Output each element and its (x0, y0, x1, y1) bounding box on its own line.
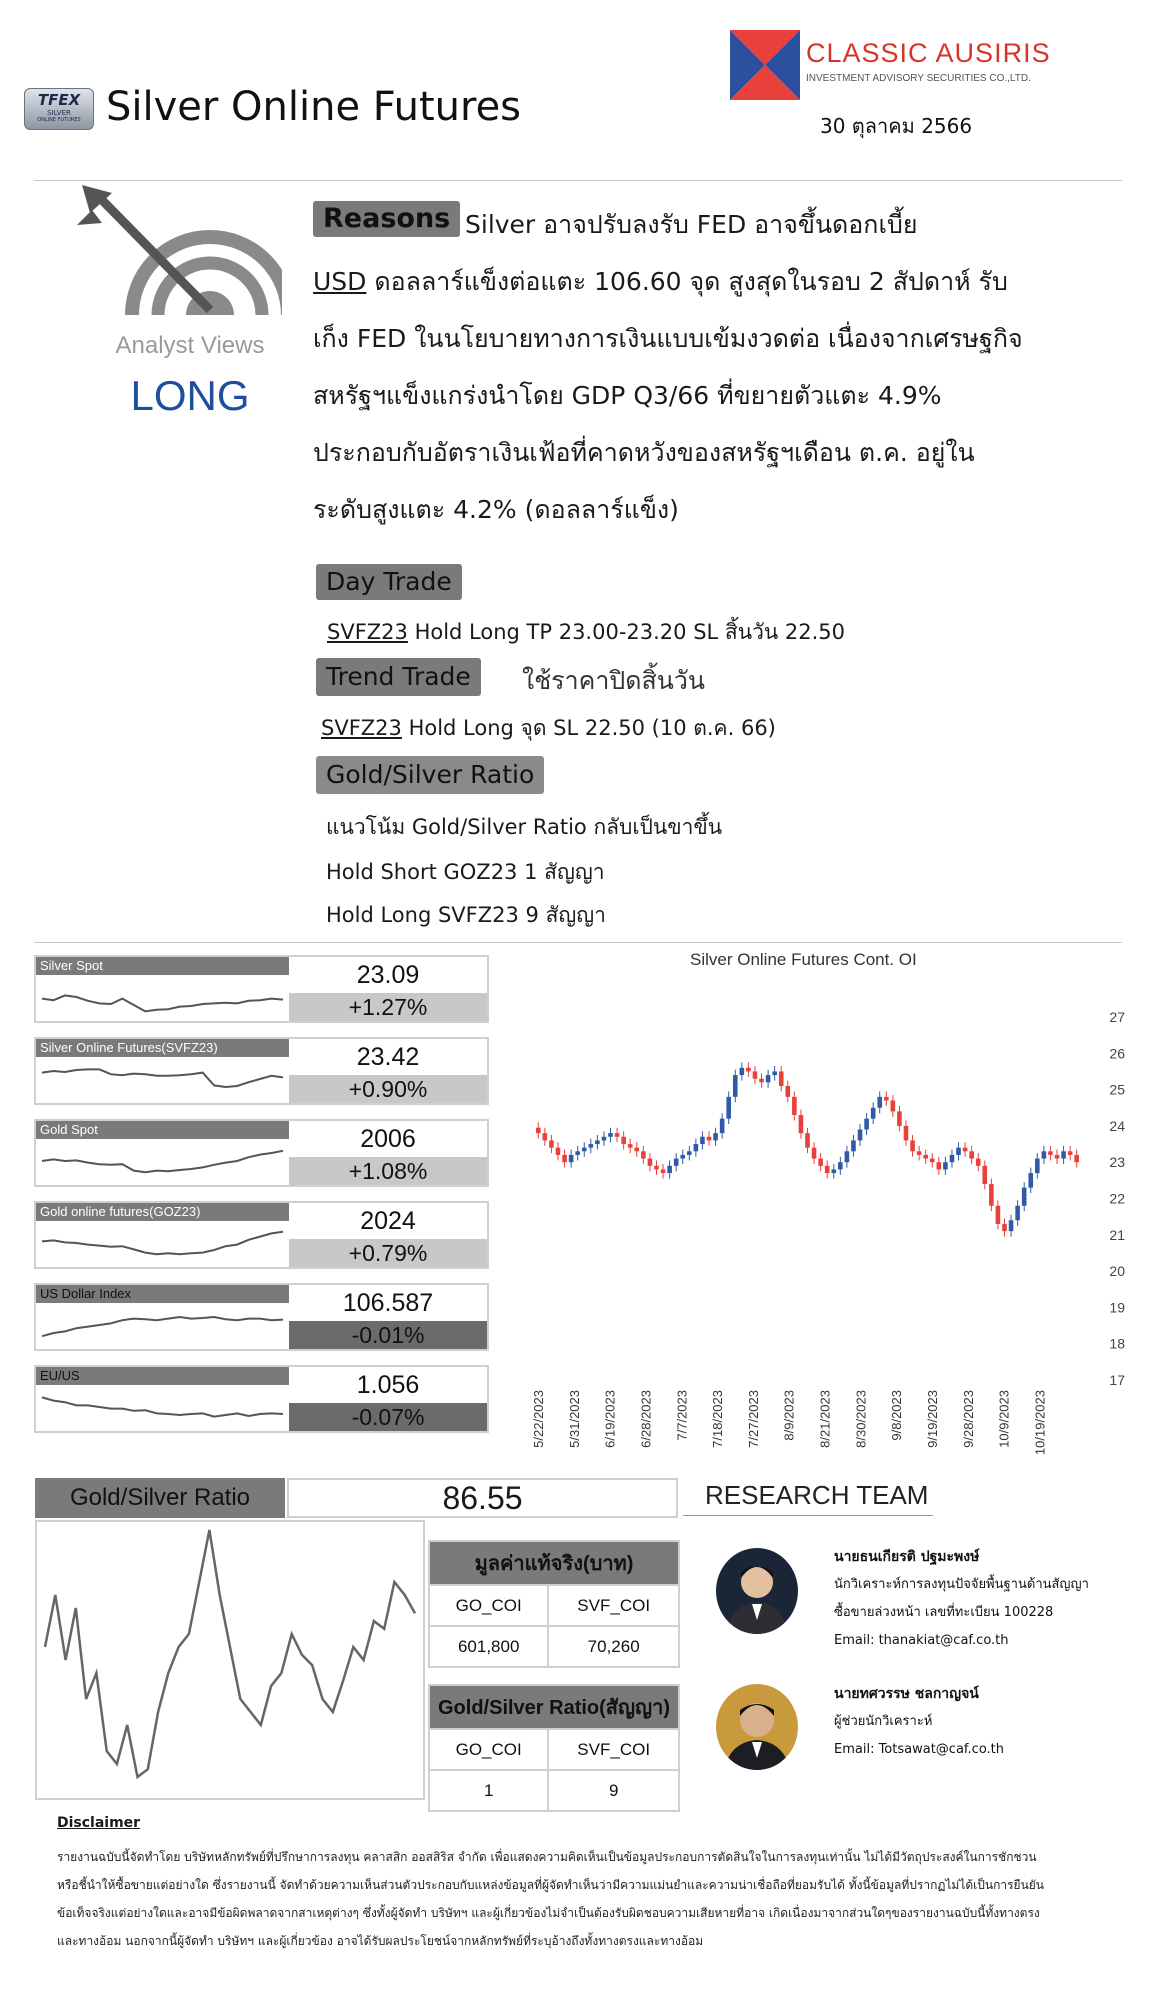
trend-trade-chip: Trend Trade (316, 658, 481, 696)
reason-line-2-text: ดอลลาร์แข็งต่อแตะ 106.60 จุด สูงสุดในรอบ 2 สัปดาห์ รับ (366, 267, 1008, 296)
candle (891, 1100, 896, 1111)
candle (825, 1166, 830, 1173)
trend-trade-detail: Hold Long จุด SL 22.50 (10 ต.ค. 66) (401, 716, 776, 740)
y-tick-label: 24 (1109, 1117, 1125, 1134)
gs-ratio-line-1: แนวโน้ม Gold/Silver Ratio กลับเป็นขาขึ้น (326, 815, 723, 839)
sparkline (40, 1141, 285, 1181)
candle (1068, 1151, 1073, 1155)
candle (864, 1119, 869, 1130)
candle (707, 1137, 712, 1141)
y-tick-label: 22 (1109, 1190, 1125, 1207)
candle (1002, 1224, 1007, 1231)
target-arrow-icon (72, 185, 282, 335)
candle (602, 1137, 607, 1141)
candle (799, 1115, 804, 1133)
candle (733, 1075, 738, 1097)
candle (648, 1159, 653, 1166)
candle (543, 1133, 548, 1140)
candle (1022, 1188, 1027, 1206)
candle (694, 1144, 699, 1151)
x-tick-label: 10/9/2023 (996, 1390, 1012, 1448)
market-card-label: Gold Spot (36, 1121, 289, 1139)
person-2-name: นายทศวรรษ ชลกาญจน์ (834, 1686, 979, 1702)
candle (910, 1140, 915, 1151)
candle (634, 1148, 639, 1152)
candle (549, 1140, 554, 1147)
x-tick-label: 9/28/2023 (960, 1390, 976, 1448)
candle (982, 1166, 987, 1184)
candle (871, 1108, 876, 1119)
reasons-text (313, 196, 1113, 538)
disclaimer-line-3: ข้อเท็จจริงแต่อย่างใดและอาจมีข้อผิดพลาดจากสาเหตุต่างๆ ซึ่งทั้งผู้จัดทำ บริษัทฯ และผู้เกี่ยวข้องไม่จำเป็นต้องรับผิดชอบความเสียหายที่อาจ เกิดเนื่องมาจากส่วนใดๆของรายงานฉบับนี้ทั้งทางตรง (57, 1906, 1040, 1920)
contract-ratio-table (428, 1684, 680, 1812)
day-trade-text (327, 616, 845, 649)
disclaimer-title: Disclaimer (57, 1815, 141, 1831)
x-tick-label: 7/7/2023 (674, 1390, 690, 1441)
tfex-logo (24, 88, 94, 130)
candle (575, 1151, 580, 1155)
candle (917, 1151, 922, 1155)
y-tick-label: 19 (1109, 1299, 1125, 1316)
candle (1015, 1206, 1020, 1221)
fair-value-col-2: SVF_COI (548, 1585, 679, 1626)
candle (812, 1148, 817, 1159)
x-tick-label: 5/31/2023 (566, 1390, 582, 1448)
candle (766, 1075, 771, 1082)
market-card (34, 1283, 489, 1351)
ratio-chart-box (35, 1520, 425, 1800)
x-tick-label: 6/28/2023 (638, 1390, 654, 1448)
person-2-email: Email: Totsawat@caf.co.th (834, 1742, 1005, 1757)
trend-trade-symbol: SVFZ23 (321, 716, 402, 740)
candle (589, 1144, 594, 1148)
section-divider (34, 942, 1122, 943)
candle (661, 1169, 666, 1173)
candle (556, 1148, 561, 1155)
candle (884, 1097, 889, 1101)
x-tick-label: 6/19/2023 (602, 1390, 618, 1448)
reason-line-2 (313, 253, 1113, 310)
candle (1042, 1151, 1047, 1158)
ratio-panel-title: Gold/Silver Ratio (35, 1478, 285, 1518)
ratio-panel-value: 86.55 (287, 1478, 678, 1518)
sparkline-line (42, 1397, 283, 1416)
candle (608, 1133, 613, 1137)
gs-ratio-line-3: Hold Long SVFZ23 9 สัญญา (326, 903, 606, 927)
tfex-logo-text: TFEX (37, 91, 81, 109)
candle (562, 1155, 567, 1162)
sparkline (40, 1387, 285, 1427)
candle (680, 1155, 685, 1159)
candle (674, 1159, 679, 1166)
candle (989, 1184, 994, 1206)
candle (720, 1119, 725, 1134)
sparkline-line (42, 1317, 283, 1336)
trend-trade-note: ใช้ราคาปิดสิ้นวัน (522, 666, 705, 695)
avatar (716, 1548, 798, 1634)
person-1-email: Email: thanakiat@caf.co.th (834, 1633, 1009, 1648)
disclaimer-line-2: หรือชี้นำให้ซื้อขายแต่อย่างใด ซึ่งรายงานนี้ จัดทำด้วยความเห็นส่วนตัวประกอบกับแหล่งข้อมูลที่ผู้จัดทำเห็นว่ามีความแม่นยำและความน่าเชื่อถือที่ยอมรับได้ ทั้งนี้ข้อมูลที่ปรากฏไม่ได้เป็นการยืนยัน (57, 1878, 1044, 1892)
ratio-line-chart (37, 1522, 423, 1798)
candle (1048, 1151, 1053, 1155)
contract-ratio-svf: 9 (548, 1770, 679, 1811)
candle (838, 1162, 843, 1169)
y-tick-label: 21 (1109, 1226, 1125, 1243)
candle (976, 1159, 981, 1166)
fair-value-col-1: GO_COI (429, 1585, 548, 1626)
candle (641, 1151, 646, 1158)
header-divider (34, 180, 1122, 181)
fair-value-go: 601,800 (429, 1626, 548, 1667)
market-card-change: +0.79% (289, 1239, 487, 1267)
contract-ratio-col-2: SVF_COI (548, 1729, 679, 1770)
y-tick-label: 27 (1109, 1009, 1125, 1025)
reason-line-1: Silver อาจปรับลงรับ FED อาจขึ้นดอกเบี้ย (465, 210, 918, 239)
candle (615, 1133, 620, 1137)
research-team-title: RESEARCH TEAM (705, 1480, 929, 1510)
candle (792, 1097, 797, 1115)
candle (845, 1151, 850, 1162)
market-card-label: EU/US (36, 1367, 289, 1385)
candle (726, 1097, 731, 1119)
candle (1035, 1159, 1040, 1174)
candle (753, 1071, 758, 1078)
candle (700, 1137, 705, 1144)
y-tick-label: 25 (1109, 1081, 1125, 1098)
fair-value-svf: 70,260 (548, 1626, 679, 1667)
brand-logo-icon (730, 30, 800, 100)
x-tick-label: 7/27/2023 (745, 1390, 761, 1448)
contract-ratio-title: Gold/Silver Ratio(สัญญา) (429, 1685, 679, 1729)
y-tick-label: 23 (1109, 1154, 1125, 1171)
brand-subtitle: INVESTMENT ADVISORY SECURITIES CO.,LTD. (806, 73, 1031, 84)
y-tick-label: 26 (1109, 1045, 1125, 1062)
person-1-name: นายธนเกียรติ ปฐมะพงษ์ (834, 1549, 980, 1565)
analyst-views-label: Analyst Views (115, 332, 265, 359)
candle (805, 1133, 810, 1148)
gs-ratio-line-2: Hold Short GOZ23 1 สัญญา (326, 860, 605, 884)
candle (818, 1159, 823, 1166)
x-tick-label: 8/9/2023 (781, 1390, 797, 1441)
candle (956, 1148, 961, 1155)
ratio-line (45, 1530, 415, 1777)
candle (1055, 1155, 1060, 1159)
candle (779, 1071, 784, 1086)
candle (759, 1079, 764, 1083)
avatar (716, 1684, 798, 1770)
day-trade-chip: Day Trade (316, 564, 462, 600)
x-tick-label: 5/22/2023 (531, 1390, 546, 1448)
candle (667, 1166, 672, 1173)
candle (1028, 1173, 1033, 1188)
market-card (34, 1037, 489, 1105)
candle (1061, 1151, 1066, 1158)
market-card-change: -0.01% (289, 1321, 487, 1349)
candle (877, 1097, 882, 1108)
market-card-label: Gold online futures(GOZ23) (36, 1203, 289, 1221)
market-card (34, 1201, 489, 1269)
candle (621, 1137, 626, 1144)
candle (628, 1144, 633, 1148)
sparkline (40, 1223, 285, 1263)
reason-line-4: สหรัฐฯแข็งแกร่งนำโดย GDP Q3/66 ที่ขยายตัวแตะ 4.9% (313, 381, 942, 410)
candle (1074, 1155, 1079, 1162)
x-tick-label: 8/21/2023 (817, 1390, 833, 1448)
disclaimer-line-1: รายงานฉบับนี้จัดทำโดย บริษัทหลักทรัพย์ที่ปรึกษาการลงทุน คลาสสิก ออสสิริส จำกัด เพื่อแสดงความคิดเห็นเป็นข้อมูลประกอบการตัดสินใจในการลงทุนเท่านั้น ไม่ได้มีวัตถุประสงค์ในการชักชวน (57, 1850, 1037, 1864)
tfex-logo-sub: SILVER (47, 109, 71, 117)
candle (897, 1111, 902, 1126)
tfex-logo-tiny: ONLINE FUTURES (37, 117, 81, 123)
candlestick-chart (500, 975, 1140, 1475)
sparkline (40, 977, 285, 1017)
x-tick-label: 8/30/2023 (853, 1390, 869, 1448)
candle (858, 1130, 863, 1141)
candle (937, 1162, 942, 1169)
day-trade-symbol: SVFZ23 (327, 620, 408, 644)
candle (831, 1169, 836, 1173)
candle (595, 1140, 600, 1144)
candle (786, 1086, 791, 1097)
brand-name: CLASSIC AUSIRIS (806, 38, 1051, 68)
market-card-label: US Dollar Index (36, 1285, 289, 1303)
y-tick-label: 20 (1109, 1263, 1125, 1280)
contract-ratio-col-1: GO_COI (429, 1729, 548, 1770)
x-tick-label: 9/8/2023 (889, 1390, 905, 1441)
reason-line-5: ประกอบกับอัตราเงินเฟ้อที่คาดหวังของสหรัฐฯเดือน ต.ค. อยู่ใน (313, 438, 975, 467)
contract-ratio-go: 1 (429, 1770, 548, 1811)
candle (746, 1068, 751, 1072)
candle (904, 1126, 909, 1141)
sparkline-line (42, 1069, 283, 1087)
research-underline (683, 1515, 933, 1516)
candle (569, 1155, 574, 1162)
position-label: LONG (130, 372, 250, 419)
y-tick-label: 18 (1109, 1335, 1125, 1352)
candle (536, 1128, 541, 1133)
market-card-change: +1.08% (289, 1157, 487, 1185)
candle (943, 1162, 948, 1169)
usd-label: USD (313, 267, 367, 296)
market-card-value: 23.09 (356, 961, 420, 989)
market-card-value: 1.056 (356, 1371, 420, 1399)
market-card-change: +1.27% (289, 993, 487, 1021)
reason-line-6: ระดับสูงแตะ 4.2% (ดอลลาร์แข็ง) (313, 495, 679, 524)
market-card-label: Silver Online Futures(SVFZ23) (36, 1039, 289, 1057)
candle (713, 1133, 718, 1140)
disclaimer-line-4: และทางอ้อม นอกจากนี้ผู้จัดทำ บริษัทฯ และผู้เกี่ยวข้อง อาจได้รับผลประโยชน์จากหลักทรัพย์ที่ระบุอ้างถึงทั้งทางตรงและทางอ้อม (57, 1934, 704, 1948)
x-tick-label: 10/19/2023 (1032, 1390, 1048, 1456)
candle (963, 1148, 968, 1152)
market-card-value: 2024 (360, 1207, 416, 1235)
sparkline (40, 1305, 285, 1345)
market-card-change: +0.90% (289, 1075, 487, 1103)
x-tick-label: 9/19/2023 (924, 1390, 940, 1448)
y-tick-label: 17 (1109, 1372, 1125, 1388)
market-card (34, 1119, 489, 1187)
sparkline-line (42, 995, 283, 1011)
person-2 (834, 1680, 1004, 1764)
market-card (34, 955, 489, 1023)
report-date: 30 ตุลาคม 2566 (820, 114, 973, 138)
person-1-role: นักวิเคราะห์การลงทุนปัจจัยพื้นฐานด้านสัญญา (834, 1577, 1089, 1592)
person-2-photo (716, 1684, 798, 1770)
market-card (34, 1365, 489, 1433)
market-card-value: 23.42 (356, 1043, 420, 1071)
candle (969, 1151, 974, 1158)
sparkline (40, 1059, 285, 1099)
candle (950, 1155, 955, 1162)
market-card-change: -0.07% (289, 1403, 487, 1431)
candle (1009, 1220, 1014, 1231)
candle (687, 1151, 692, 1155)
market-card-value: 2006 (360, 1125, 416, 1153)
reasons-chip: Reasons (313, 201, 460, 237)
candle (772, 1071, 777, 1075)
fair-value-title: มูลค่าแท้จริง(บาท) (429, 1541, 679, 1585)
fair-value-table (428, 1540, 680, 1668)
candle (923, 1155, 928, 1159)
candle (654, 1166, 659, 1170)
reason-line-3: เก็ง FED ในนโยบายทางการเงินแบบเข้มงวดต่อ เนื่องจากเศรษฐกิจ (313, 324, 1023, 353)
person-1-role2: ซื้อขายล่วงหน้า เลขที่ทะเบียน 100228 (834, 1605, 1054, 1620)
chart-title: Silver Online Futures Cont. OI (690, 950, 917, 969)
candle (582, 1148, 587, 1152)
sparkline-line (42, 1232, 283, 1254)
page-title: Silver Online Futures (106, 84, 522, 130)
person-2-role: ผู้ช่วยนักวิเคราะห์ (834, 1714, 933, 1729)
disclaimer-text (57, 1843, 1117, 1955)
trend-trade-text (321, 712, 776, 745)
market-card-label: Silver Spot (36, 957, 289, 975)
candle (996, 1206, 1001, 1224)
day-trade-detail: Hold Long TP 23.00-23.20 SL สิ้นวัน 22.50 (407, 620, 846, 644)
person-1-photo (716, 1548, 798, 1634)
candle (851, 1140, 856, 1151)
sparkline-line (42, 1151, 283, 1172)
gs-ratio-chip: Gold/Silver Ratio (316, 756, 544, 794)
candle (930, 1159, 935, 1163)
person-1 (834, 1543, 1089, 1655)
candle (740, 1068, 745, 1075)
market-card-value: 106.587 (342, 1289, 434, 1317)
x-tick-label: 7/18/2023 (710, 1390, 726, 1448)
